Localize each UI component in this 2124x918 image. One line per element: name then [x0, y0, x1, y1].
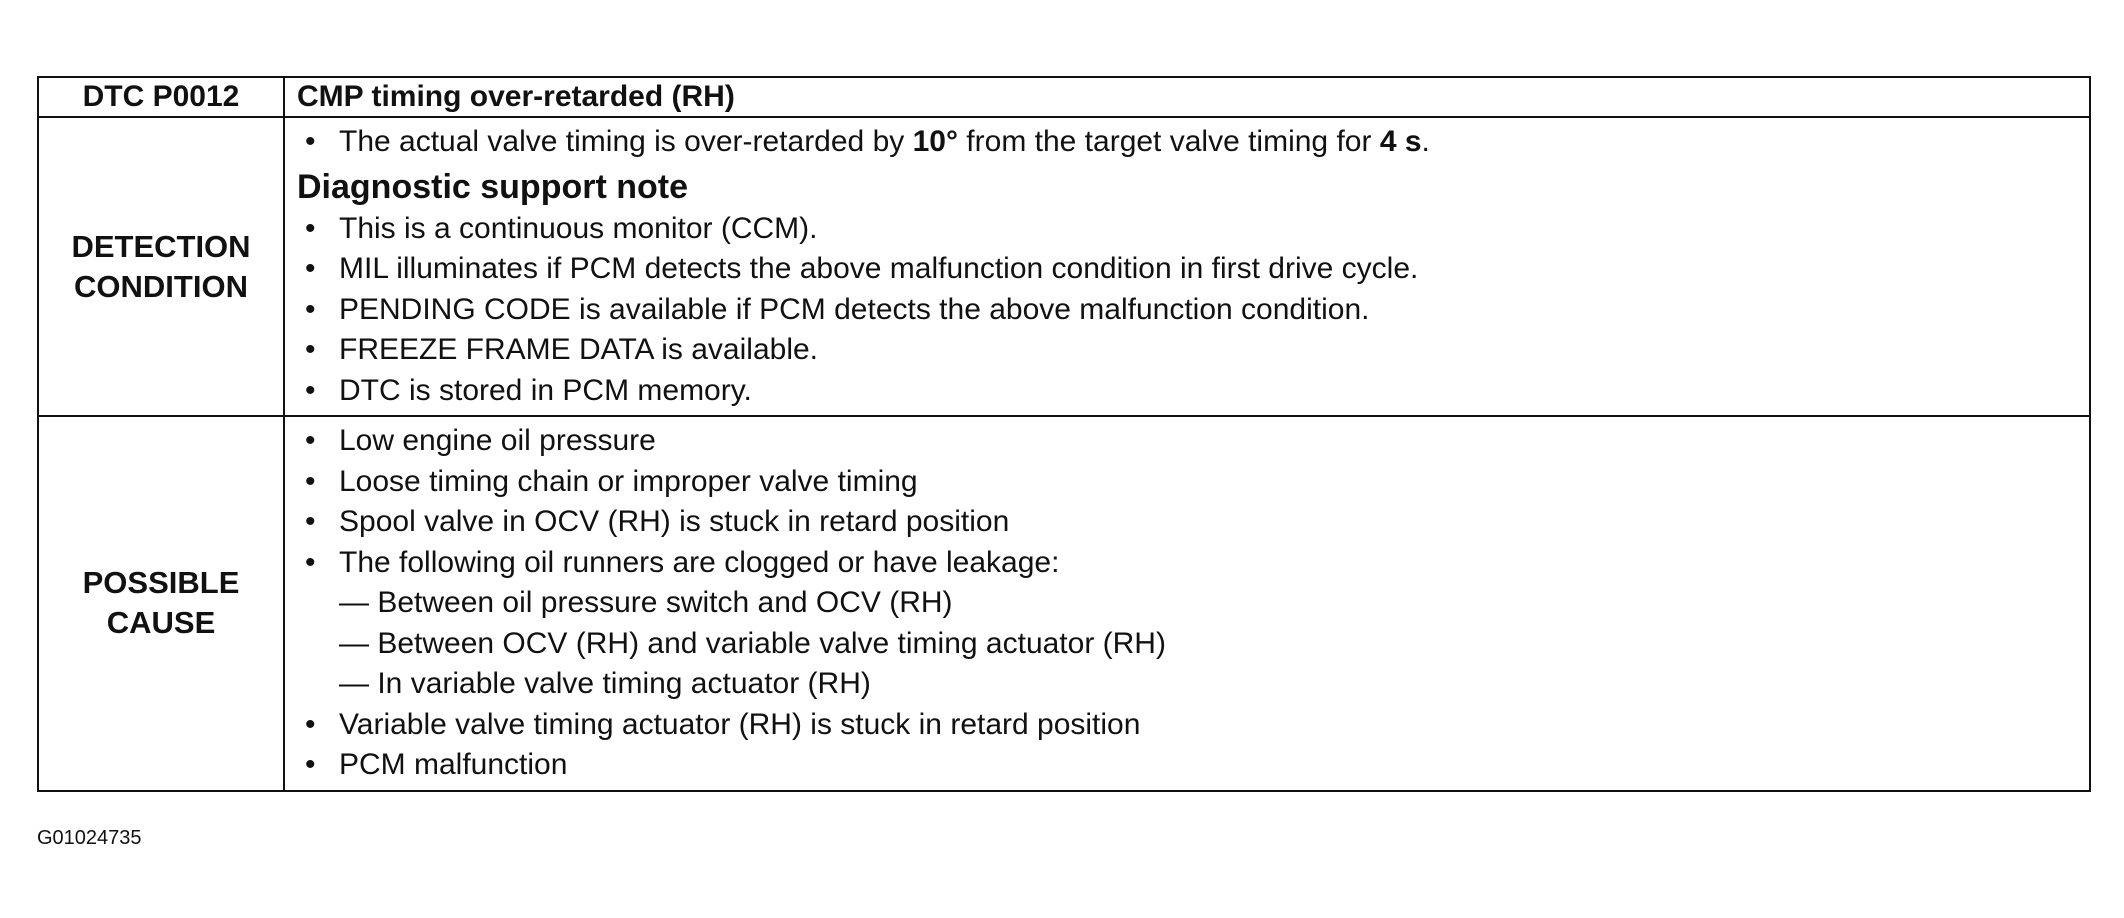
cause-item-with-subitems	[297, 543, 2077, 705]
cause-item-text: The following oil runners are clogged or have leakage:	[339, 545, 1060, 579]
note-item: • DTC is stored in PCM memory.	[297, 371, 2077, 412]
cause-item: • Loose timing chain or improper valve timing	[297, 462, 2077, 503]
note-item: • FREEZE FRAME DATA is available.	[297, 330, 2077, 371]
diagnostic-note-list	[297, 209, 2077, 412]
detection-label-line2: CONDITION	[74, 268, 248, 304]
detection-text: The actual valve timing is over-retarded by	[339, 125, 913, 158]
possible-cause-label	[38, 416, 284, 791]
cause-sub-list	[339, 583, 2077, 705]
detection-text-end: .	[1421, 125, 1430, 158]
diagnostic-note-heading: Diagnostic support note	[297, 167, 688, 206]
cause-item: • Variable valve timing actuator (RH) is stuck in retard position	[297, 705, 2077, 746]
cause-item: • PCM malfunction	[297, 745, 2077, 786]
detection-text-mid: from the target valve timing for	[957, 125, 1380, 158]
possible-cause-content	[284, 416, 2090, 791]
cause-item: • Spool valve in OCV (RH) is stuck in retard position	[297, 502, 2077, 543]
cause-sub-item: — Between oil pressure switch and OCV (RH)	[339, 586, 953, 619]
detection-item	[297, 122, 2077, 163]
cause-item: • Low engine oil pressure	[297, 421, 2077, 462]
dtc-code: DTC P0012	[38, 77, 284, 117]
cause-label-line1: POSSIBLE	[82, 565, 240, 601]
detection-row	[38, 117, 2090, 416]
note-item: • This is a continuous monitor (CCM).	[297, 209, 2077, 250]
figure-id: G01024735	[37, 827, 142, 849]
detection-label-line1: DETECTION	[71, 228, 251, 264]
note-item: • PENDING CODE is available if PCM detects the above malfunction condition.	[297, 290, 2077, 331]
detection-list	[297, 122, 2077, 163]
dtc-table	[37, 76, 2091, 792]
cause-sub-item: — In variable valve timing actuator (RH)	[339, 667, 871, 700]
cause-label-line2: CAUSE	[106, 605, 216, 641]
detection-condition-label	[38, 117, 284, 416]
cause-row	[38, 416, 2090, 791]
header-row	[38, 77, 2090, 117]
threshold-time: 4 s	[1379, 125, 1422, 158]
dtc-title: CMP timing over-retarded (RH)	[284, 77, 2090, 117]
threshold-angle: 10°	[912, 125, 958, 158]
detection-condition-content	[284, 117, 2090, 416]
cause-list	[297, 421, 2077, 786]
cause-sub-item: — Between OCV (RH) and variable valve timing actuator (RH)	[339, 626, 1166, 660]
note-item: • MIL illuminates if PCM detects the above malfunction condition in first drive cycle.	[297, 249, 2077, 290]
